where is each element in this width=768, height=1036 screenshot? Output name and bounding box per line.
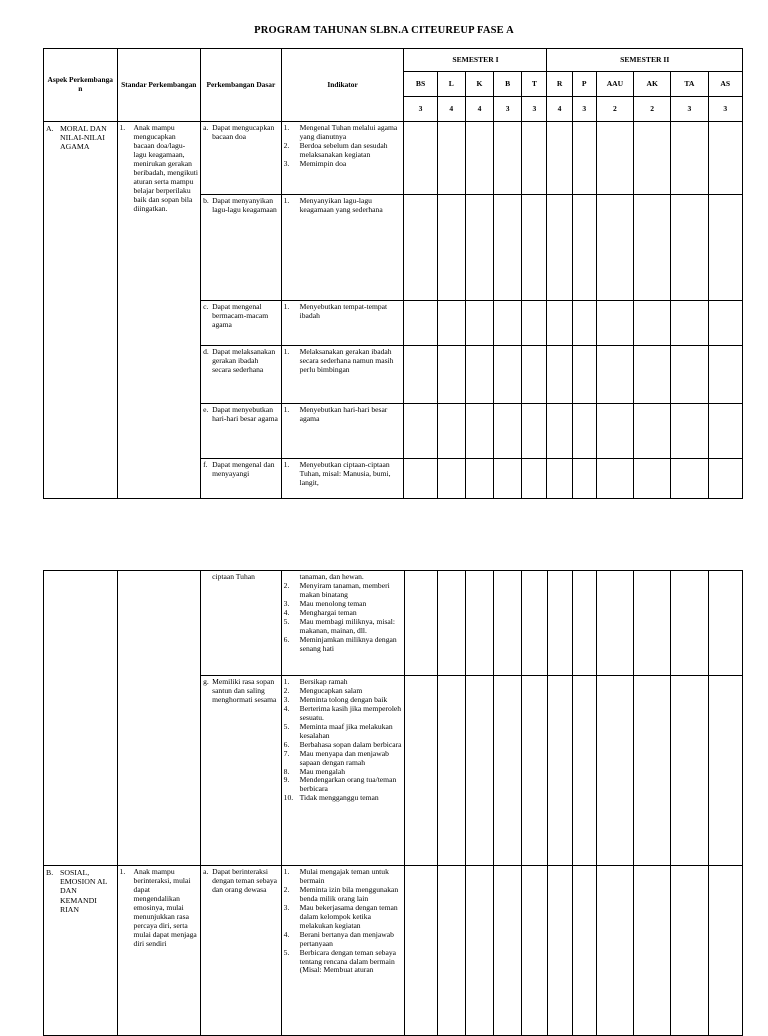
indikator-cell [281,122,404,195]
dasar-cell: b. Dapat menyanyikan lagu-lagu keagamaan [201,195,282,301]
list-item: 1. Menyebutkan hari-hari besar agama [283,405,388,423]
sem1-col-l: L [437,72,465,97]
aspect-text: MORAL DAN NILAI-NILAI AGAMA [60,124,107,152]
sem2-col-as: AS [708,72,742,97]
table-row [44,866,743,1036]
list-item: 1. Mulai mengajak teman untuk bermain [283,867,389,885]
sem1-col-b: B [494,72,522,97]
dasar-cell: a. Dapat berinteraksi dengan teman sebaya dan orang dewasa [201,866,282,1036]
sem1-value-b: 3 [494,97,522,122]
standar-cell-continued [117,571,201,866]
list-item: 1. Menyebutkan tempat-tempat ibadah [283,302,388,320]
sem1-col-k: K [465,72,493,97]
sem2-col-ak: AK [634,72,671,97]
dasar-cell: g. Memiliki rasa sopan santun dan saling menghormati sesama [201,676,282,866]
header-indikator: Indikator [281,49,404,122]
list-item: 6. Meminjamkan miliknya dengan senang hati [283,634,397,653]
standar-text: Anak mampu mengucapkan bacaan doa/lagu-lagu keagamaan, menirukan gerakan beribadah, mengikuti aturan serta mampu belajar berperilaku baik dan sopan bila diingatkan. [133,123,199,213]
list-item: 10. Tidak mengganggu teman [283,793,379,803]
dasar-cell: d. Dapat melaksanakan gerakan ibadah secara sederhana [201,346,282,404]
standar-cell [117,866,201,1036]
sem1-value-l: 4 [437,97,465,122]
sem2-col-p: P [572,72,596,97]
sem1-value-t: 3 [522,97,547,122]
list-item: 4. Berterima kasih jika memperoleh sesuatu. [283,703,402,722]
page-title: PROGRAM TAHUNAN SLBN.A CITEUREUP FASE A [254,25,514,36]
sem2-col-r: R [547,72,572,97]
dasar-cell: c. Dapat mengenal bermacam-macam agama [201,301,282,346]
list-item: 7. Mau menyapa dan menjawab sapaan dengan ramah [283,748,389,767]
indikator-cell [281,866,404,1036]
list-item: 4. Menghargai teman [283,607,357,617]
sem2-col-aau: AAU [596,72,633,97]
sem1-value-bs: 3 [404,97,437,122]
indikator-cell [281,459,404,499]
header-dasar: Perkembangan Dasar [201,49,282,122]
list-item: 1. Bersikap ramah [283,677,348,686]
table-row [44,571,743,676]
sem1-col-bs: BS [404,72,437,97]
program-table-page-2 [43,570,743,1036]
list-item: 1. Melaksanakan gerakan ibadah secara sederhana namun masih perlu bimbingan [283,347,394,374]
sem2-value-p: 3 [572,97,596,122]
dasar-cell [201,122,282,195]
page-break-gap [0,505,768,569]
indikator-cell [281,195,404,301]
dasar-cell: e. Dapat menyebutkan hari-hari besar agama [201,404,282,459]
program-table-page-1 [43,48,743,499]
header-semester-2: SEMESTER II [547,49,743,72]
sem2-value-as: 3 [708,97,742,122]
list-item: 5. Berbicara dengan teman sebaya tentang rencana dalam bermain (Misal: Membuat aturan [283,947,397,975]
indikator-cell [281,404,404,459]
header-semester-1: SEMESTER I [404,49,547,72]
standar-number: 1. [119,123,126,132]
sem2-col-ta: TA [671,72,708,97]
list-item: 1. Menyanyikan lagu-lagu keagamaan yang sederhana [283,196,383,214]
aspect-letter: B. [46,868,54,877]
aspect-cell-continued [44,571,118,866]
standar-cell [117,122,201,499]
list-item: 5. Meminta maaf jika melakukan kesalahan [283,721,393,740]
list-item: 1. Mengenal Tuhan melalui agama yang dianutnya [283,123,398,141]
list-item: 8. Mau mengalah [283,766,346,776]
list-item: 2. Menyiram tanaman, memberi makan binatang [283,580,390,599]
standar-text: Anak mampu berinteraksi, mulai dapat mengendalikan emosinya, mulai menunjukkan rasa percaya diri, serta mulai dapat menjaga diri sendiri [133,867,197,948]
list-item: 3. Mau menolong teman [283,598,367,608]
table-row [44,122,743,195]
indikator-cell [281,676,404,866]
aspect-cell [44,122,118,499]
list-item: 3. Meminta tolong dengan baik [283,694,388,704]
header-standar: Standar Perkembangan [117,49,201,122]
list-item: 2. Berdoa sebelum dan sesudah melaksanakan kegiatan [283,140,388,159]
standar-number: 1. [119,867,126,876]
dasar-cell: ciptaan Tuhan [201,571,282,676]
sem2-value-r: 4 [547,97,572,122]
list-item: tanaman, dan hewan. [299,572,364,581]
dasar-cell: f. Dapat mengenal dan menyayangi [201,459,282,499]
aspect-text: SOSIAL, EMOSION AL DAN KEMANDI RIAN [60,868,108,914]
sem1-value-k: 4 [465,97,493,122]
header-aspek: Aspek Perkembanga n [44,49,118,122]
list-item: 3. Memimpin doa [283,158,347,168]
sem1-col-t: T [522,72,547,97]
list-item: 1. Menyebutkan ciptaan-ciptaan Tuhan, misal: Manusia, bumi, langit, [283,460,391,487]
list-item: 4. Berani bertanya dan menjawab pertanyaan [283,929,394,948]
list-item: 9. Mendengarkan orang tua/teman berbicara [283,775,397,794]
list-item: 2. Mengucapkan salam [283,685,363,695]
sem2-value-ta: 3 [671,97,708,122]
indikator-cell [281,571,404,676]
sem2-value-aau: 2 [596,97,633,122]
dasar-text: Dapat mengucapkan bacaan doa [212,123,275,141]
list-item: 5. Mau membagi miliknya, misal: makanan, mainan, dll. [283,616,396,635]
dasar-number: a. [203,123,209,132]
indikator-cell [281,301,404,346]
list-item: 2. Meminta izin bila menggunakan benda milik orang lain [283,884,399,903]
list-item: 3. Mau bekerjasama dengan teman dalam kelompok ketika melakukan kegiatan [283,902,398,930]
aspect-letter: A. [46,124,54,133]
aspect-cell [44,866,118,1036]
indikator-cell [281,346,404,404]
sem2-value-ak: 2 [634,97,671,122]
list-item: 6. Berbahasa sopan dalam berbicara [283,739,402,749]
